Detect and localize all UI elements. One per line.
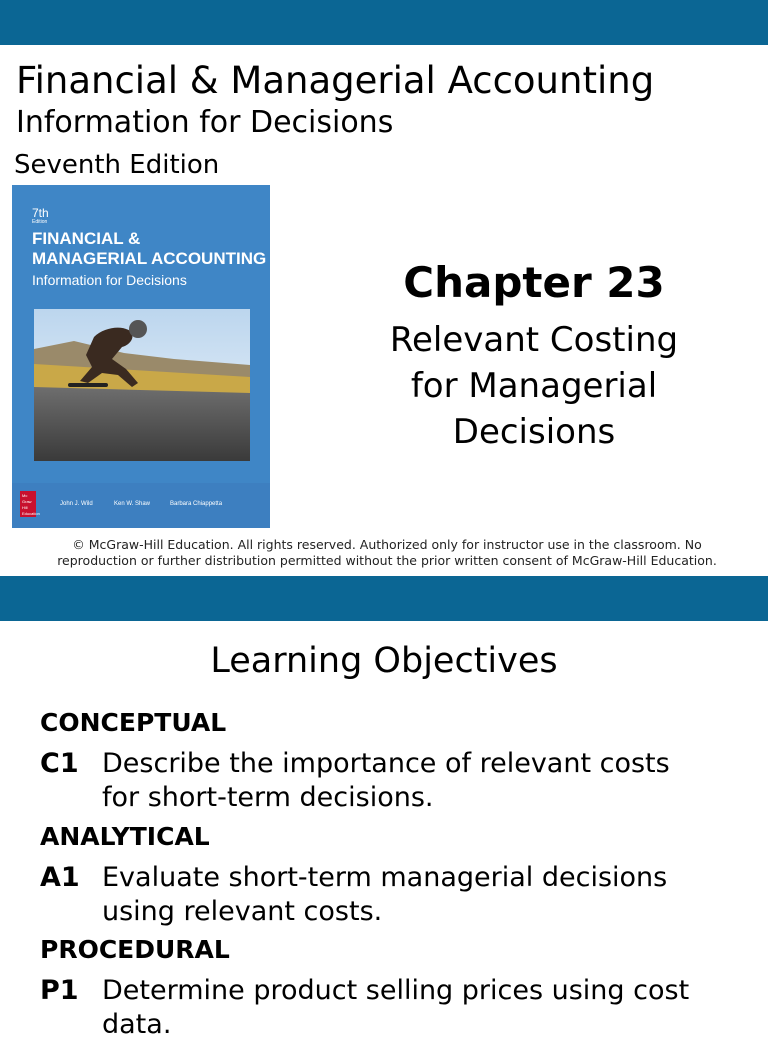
chapter-title-line: Decisions [452, 412, 616, 452]
objective-line: for short-term decisions. [102, 782, 434, 813]
cover-footer [12, 483, 270, 528]
copyright-notice [30, 537, 744, 569]
book-title: Financial & Managerial Accounting [16, 59, 655, 102]
chapter-title [352, 317, 716, 455]
learning-objectives-slide [0, 621, 768, 1040]
book-subtitle: Information for Decisions [16, 105, 394, 140]
cover-title-line1: FINANCIAL & [32, 229, 141, 248]
section-label-procedural: PROCEDURAL [40, 935, 230, 964]
objective-text [102, 861, 740, 929]
chapter-number: Chapter 23 [403, 258, 665, 307]
chapter-title-line: for Managerial [410, 366, 658, 406]
book-edition: Seventh Edition [14, 150, 220, 180]
cover-title-line3: Information for Decisions [32, 272, 187, 288]
objective-text [102, 974, 740, 1042]
objective-line: data. [102, 1009, 172, 1040]
objective-code: C1 [40, 748, 79, 779]
cover-author: Ken W. Shaw [114, 501, 151, 507]
objective-line: Determine product selling prices using cost [102, 975, 690, 1006]
objective-line: Evaluate short-term managerial decisions [102, 862, 668, 893]
title-slide [0, 45, 768, 576]
chapter-title-line: Relevant Costing [389, 320, 679, 360]
section-label-analytical: ANALYTICAL [40, 822, 210, 851]
copyright-line: © McGraw-Hill Education. All rights reserved. Authorized only for instructor use in the classroom. No [72, 537, 702, 552]
objective-text [102, 747, 740, 815]
section-label-conceptual: CONCEPTUAL [40, 708, 227, 737]
cover-title-line2: MANAGERIAL ACCOUNTING [32, 249, 267, 268]
top-banner [0, 0, 768, 45]
objective-line: using relevant costs. [102, 896, 383, 927]
book-cover [12, 185, 270, 528]
objective-code: A1 [40, 862, 80, 893]
cover-author: John J. Wild [60, 501, 93, 507]
cover-edition: 7th Edition [32, 206, 49, 225]
cover-author: Barbara Chiappetta [170, 501, 223, 507]
objective-line: Describe the importance of relevant costs [102, 748, 670, 779]
publisher-logo: Mc Graw Hill Education [22, 493, 40, 516]
slide-heading: Learning Objectives [210, 641, 558, 681]
cover-photo-skateboarder [34, 309, 250, 461]
copyright-line: reproduction or further distribution permitted without the prior written consent of McGraw-Hill Education. [57, 553, 717, 568]
slide-divider-banner [0, 576, 768, 621]
objective-code: P1 [40, 975, 79, 1006]
